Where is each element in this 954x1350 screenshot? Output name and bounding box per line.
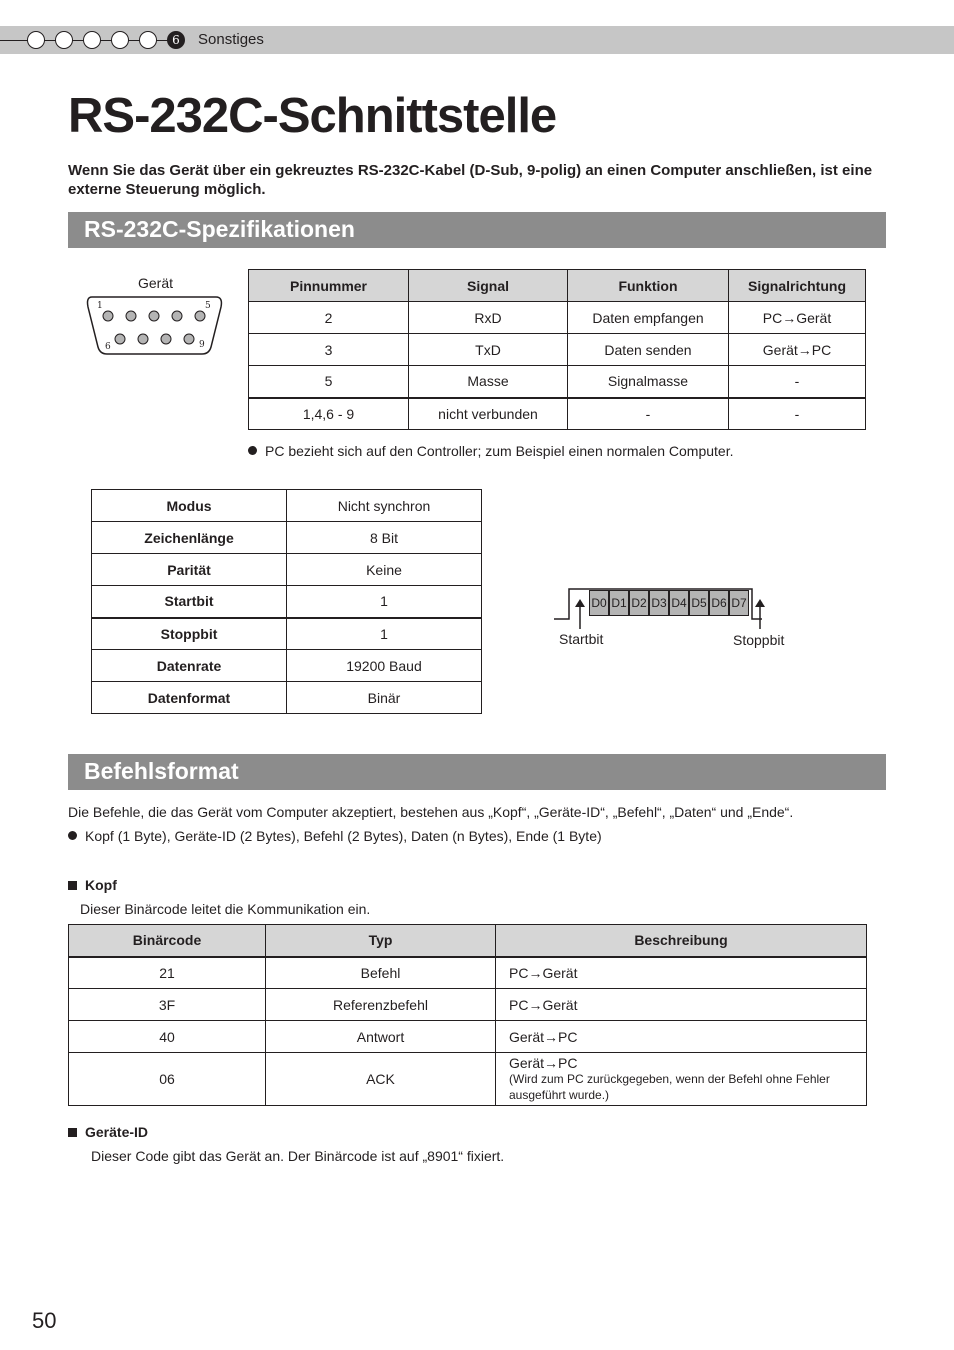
bit-cell: D7 — [729, 590, 749, 616]
pc-note-text: PC bezieht sich auf den Controller; zum Beispiel einen normalen Computer. — [265, 443, 734, 459]
pin-assignment-table — [248, 269, 866, 430]
setting-key: Modus — [92, 490, 287, 522]
table-cell: Daten senden — [568, 334, 729, 366]
table-header: Binärcode — [69, 925, 266, 957]
table-cell: Referenzbefehl — [266, 989, 496, 1021]
table-cell — [496, 1053, 867, 1106]
setting-key: Datenrate — [92, 650, 287, 682]
table-row — [249, 366, 866, 398]
setting-value: Binär — [287, 682, 482, 714]
intro-text: Wenn Sie das Gerät über ein gekreuztes RS-232C-Kabel (D-Sub, 9-polig) an einen Computer anschließen, ist eine externe Steuerung möglich. — [68, 162, 873, 198]
bit-cell: D4 — [669, 590, 689, 616]
square-bullet-icon — [68, 881, 77, 890]
table-cell: - — [729, 366, 866, 398]
table-row — [92, 586, 482, 618]
connector-label: Gerät — [138, 275, 174, 291]
command-section-heading: Befehlsformat — [68, 754, 886, 790]
table-row — [92, 650, 482, 682]
table-header: Pinnummer — [249, 270, 409, 302]
table-cell: Befehl — [266, 957, 496, 989]
table-cell: 06 — [69, 1053, 266, 1106]
table-cell: 21 — [69, 957, 266, 989]
table-cell: Gerät→PC — [496, 1021, 867, 1053]
table-cell: PC→Gerät — [496, 957, 867, 989]
table-cell: PC→Gerät — [729, 302, 866, 334]
page-number: 50 — [32, 1308, 57, 1333]
table-row — [249, 302, 866, 334]
bullet-icon — [68, 831, 77, 840]
table-cell: 3F — [69, 989, 266, 1021]
setting-value: Nicht synchron — [287, 490, 482, 522]
bit-cell: D2 — [629, 590, 649, 616]
spec-section-heading: RS-232C-Spezifikationen — [68, 212, 886, 248]
table-cell: nicht verbunden — [409, 398, 568, 430]
table-cell: PC→Gerät — [496, 989, 867, 1021]
startbit-label: Startbit — [559, 631, 604, 647]
kopf-heading-text: Kopf — [85, 877, 117, 893]
table-cell: 40 — [69, 1021, 266, 1053]
table-cell: Masse — [409, 366, 568, 398]
bit-cell: D6 — [709, 590, 729, 616]
table-row — [92, 618, 482, 650]
table-cell: 5 — [249, 366, 409, 398]
square-bullet-icon — [68, 1128, 77, 1137]
table-cell: 1,4,6 - 9 — [249, 398, 409, 430]
setting-value: 19200 Baud — [287, 650, 482, 682]
table-header: Funktion — [568, 270, 729, 302]
chapter-indicator-circle — [111, 31, 129, 49]
bullet-icon — [248, 446, 257, 455]
bit-cell: D3 — [649, 590, 669, 616]
table-row — [92, 554, 482, 586]
setting-value: Keine — [287, 554, 482, 586]
table-cell: 2 — [249, 302, 409, 334]
dsub-connector-icon — [86, 293, 226, 359]
table-cell: - — [568, 398, 729, 430]
setting-key: Zeichenlänge — [92, 522, 287, 554]
setting-value: 8 Bit — [287, 522, 482, 554]
kopf-description: Dieser Binärcode leitet die Kommunikation ein. — [80, 901, 371, 917]
command-structure-bullet — [68, 828, 602, 844]
table-cell: 3 — [249, 334, 409, 366]
geraete-id-heading — [68, 1124, 148, 1140]
setting-key: Stoppbit — [92, 618, 287, 650]
pc-note — [248, 443, 733, 459]
geraete-id-description: Dieser Code gibt das Gerät an. Der Binärcode ist auf „8901“ fixiert. — [91, 1148, 505, 1164]
pin-label: 9 — [199, 340, 205, 350]
table-header: Signal — [409, 270, 568, 302]
table-row — [92, 490, 482, 522]
command-description: Die Befehle, die das Gerät vom Computer akzeptiert, bestehen aus „Kopf“, „Geräte-ID“, „Befehl“, „Daten“ und „Ende“. — [68, 804, 794, 820]
table-header: Signalrichtung — [729, 270, 866, 302]
chapter-indicator-circle — [27, 31, 45, 49]
ack-note: (Wird zum PC zurückgegeben, wenn der Befehl ohne Fehler ausgeführt wurde.) — [509, 1072, 830, 1102]
table-header: Typ — [266, 925, 496, 957]
table-row — [92, 682, 482, 714]
table-header: Beschreibung — [496, 925, 867, 957]
pin-label: 6 — [105, 342, 111, 352]
setting-value: 1 — [287, 618, 482, 650]
table-row — [69, 957, 867, 989]
pin-label: 1 — [97, 301, 103, 311]
bit-cell: D1 — [609, 590, 629, 616]
pin-label: 5 — [205, 301, 211, 311]
bit-cell: D0 — [589, 590, 609, 616]
table-cell: Gerät→PC — [729, 334, 866, 366]
kopf-table — [68, 924, 867, 1106]
setting-key: Parität — [92, 554, 287, 586]
chapter-indicator-circle — [83, 31, 101, 49]
stoppbit-label: Stoppbit — [733, 632, 785, 648]
page-title: RS-232C-Schnittstelle — [68, 89, 557, 143]
table-row — [92, 522, 482, 554]
geraete-id-heading-text: Geräte-ID — [85, 1124, 149, 1140]
setting-key: Datenformat — [92, 682, 287, 714]
chapter-label: Sonstiges — [198, 31, 264, 48]
command-structure-text: Kopf (1 Byte), Geräte-ID (2 Bytes), Befehl (2 Bytes), Daten (n Bytes), Ende (1 Byte) — [85, 828, 602, 844]
chapter-indicator-circle — [55, 31, 73, 49]
table-row — [249, 398, 866, 430]
setting-key: Startbit — [92, 586, 287, 618]
kopf-heading — [68, 877, 117, 893]
table-cell: Signalmasse — [568, 366, 729, 398]
table-cell: Daten empfangen — [568, 302, 729, 334]
table-row — [249, 334, 866, 366]
chapter-number-badge: 6 — [167, 31, 185, 49]
setting-value: 1 — [287, 586, 482, 618]
ack-direction: Gerät→PC — [509, 1055, 578, 1071]
table-cell: RxD — [409, 302, 568, 334]
table-row — [69, 989, 867, 1021]
bit-cell: D5 — [689, 590, 709, 616]
table-cell: Antwort — [266, 1021, 496, 1053]
table-cell: - — [729, 398, 866, 430]
chapter-indicator-circle — [139, 31, 157, 49]
table-cell: TxD — [409, 334, 568, 366]
table-cell: ACK — [266, 1053, 496, 1106]
serial-settings-table — [91, 489, 482, 714]
table-row — [69, 1053, 867, 1106]
table-row — [69, 1021, 867, 1053]
